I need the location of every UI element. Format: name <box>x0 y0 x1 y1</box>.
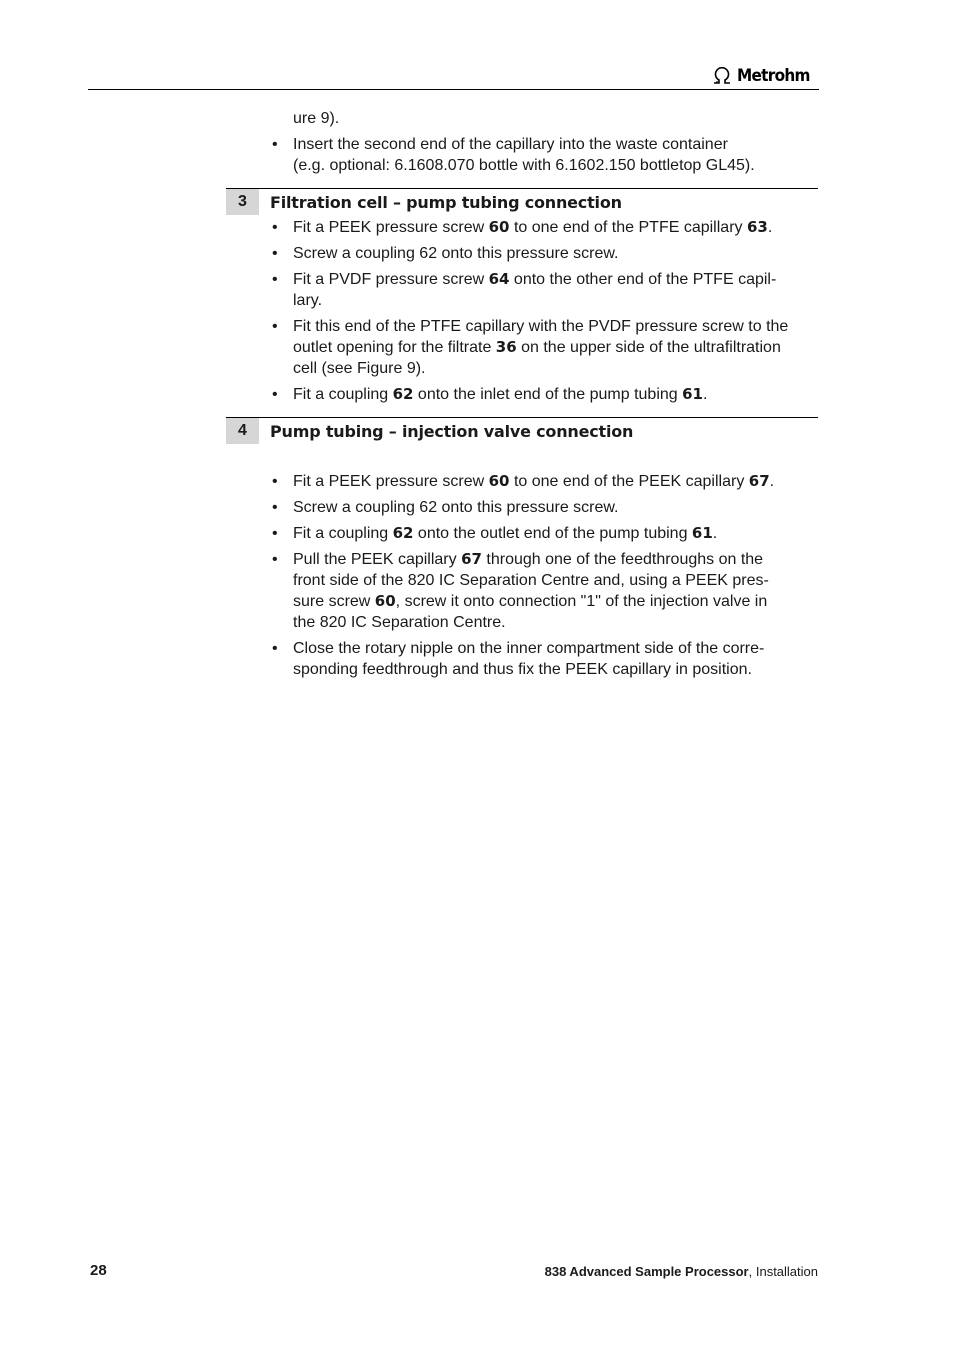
bullet-icon: • <box>272 386 278 403</box>
list-item <box>226 384 818 405</box>
text: Fit this end of the PTFE capillary with the PVDF pressure screw to the <box>293 318 789 335</box>
part-ref: 62 <box>392 524 414 542</box>
part-ref: 60 <box>374 592 396 610</box>
part-ref: 61 <box>691 524 713 542</box>
text: front side of the 820 IC Separation Centre and, using a PEEK pres- <box>293 572 769 589</box>
step-title: Filtration cell – pump tubing connection <box>270 192 622 212</box>
bullet-icon: • <box>272 551 278 568</box>
text: through one of the feedthroughs on the <box>481 551 764 568</box>
continuation-text: ure 9). <box>293 110 340 127</box>
part-ref: 64 <box>488 270 510 288</box>
step-number: 3 <box>226 189 259 215</box>
logo-text: Metrohm <box>737 66 810 86</box>
part-ref: 67 <box>748 472 770 490</box>
text: . <box>712 525 718 542</box>
text: . <box>703 386 708 403</box>
header-rule <box>88 89 819 90</box>
part-ref: 61 <box>682 385 703 403</box>
text: cell (see Figure 9). <box>293 360 426 377</box>
list-item <box>226 523 818 544</box>
step-heading <box>226 188 818 215</box>
text: sponding feedthrough and thus fix the PEEK capillary in position. <box>293 661 752 678</box>
text: onto the outlet end of the pump tubing <box>413 525 692 542</box>
section-name: , Installation <box>748 1264 818 1279</box>
list-item <box>226 243 818 264</box>
product-name: 838 Advanced Sample Processor <box>544 1264 749 1279</box>
part-ref: 60 <box>488 472 510 490</box>
text: the 820 IC Separation Centre. <box>293 614 506 631</box>
text: Pull the PEEK capillary <box>293 551 462 568</box>
part-ref: 60 <box>488 218 510 236</box>
step-list <box>226 217 818 405</box>
text: sure screw <box>293 593 375 610</box>
list-item <box>226 217 818 238</box>
text: to one end of the PTFE capillary <box>509 219 747 236</box>
bullet-icon: • <box>272 473 278 490</box>
part-ref: 67 <box>461 550 482 568</box>
text: Close the rotary nipple on the inner compartment side of the corre- <box>293 640 765 657</box>
text: . <box>769 473 775 490</box>
text: Fit a PEEK pressure screw <box>293 219 489 236</box>
page-number: 28 <box>90 1262 107 1279</box>
part-ref: 63 <box>746 218 768 236</box>
bullet-icon: • <box>272 219 278 236</box>
text: Screw a coupling 62 onto this pressure screw. <box>293 245 619 262</box>
text: , screw it onto connection "1" of the injection valve in <box>395 593 768 610</box>
metrohm-logo <box>711 66 818 86</box>
text: lary. <box>293 292 323 309</box>
text: Fit a coupling <box>293 525 393 542</box>
list-item <box>226 638 818 680</box>
text: Screw a coupling 62 onto this pressure screw. <box>293 499 619 516</box>
item-line: (e.g. optional: 6.1608.070 bottle with 6.1602.150 bottletop GL45). <box>293 157 755 174</box>
text: onto the inlet end of the pump tubing <box>413 386 683 403</box>
bullet-icon: • <box>272 499 278 516</box>
text: on the upper side of the ultrafiltration <box>516 339 781 356</box>
text: Fit a PEEK pressure screw <box>293 473 489 490</box>
bullet-icon: • <box>272 640 278 657</box>
list-item <box>226 497 818 518</box>
step-number: 4 <box>226 418 259 444</box>
text: Fit a coupling <box>293 386 393 403</box>
bullet-icon: • <box>272 525 278 542</box>
bullet-icon: • <box>272 136 278 153</box>
step-list <box>226 471 818 680</box>
list-item <box>226 549 818 633</box>
running-footer <box>545 1264 818 1279</box>
part-ref: 36 <box>495 338 517 356</box>
page-content <box>226 108 818 685</box>
text: onto the other end of the PTFE capil- <box>509 271 777 288</box>
omega-icon <box>711 67 733 85</box>
list-item <box>226 316 818 379</box>
step-heading <box>226 417 818 444</box>
list-item <box>226 134 818 176</box>
bullet-icon: • <box>272 245 278 262</box>
text: to one end of the PEEK capillary <box>509 473 749 490</box>
list-item <box>226 269 818 311</box>
list-item <box>226 471 818 492</box>
step-title: Pump tubing – injection valve connection <box>270 421 634 441</box>
item-line: Insert the second end of the capillary into the waste container <box>293 136 728 153</box>
bullet-icon: • <box>272 318 278 335</box>
text: outlet opening for the filtrate <box>293 339 496 356</box>
text: Fit a PVDF pressure screw <box>293 271 489 288</box>
text: . <box>767 219 773 236</box>
part-ref: 62 <box>392 385 414 403</box>
bullet-icon: • <box>272 271 278 288</box>
